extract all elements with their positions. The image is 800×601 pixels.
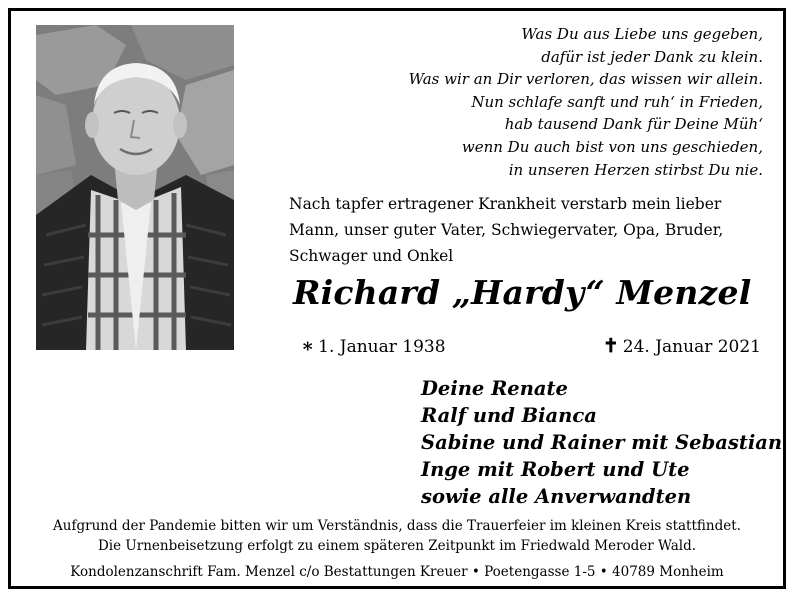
- mourner: Sabine und Rainer mit Sebastian: [421, 431, 783, 454]
- birth-star-icon: ∗: [301, 335, 315, 357]
- mourner: sowie alle Anverwandten: [421, 485, 692, 508]
- mourner: Ralf und Bianca: [421, 404, 597, 427]
- poem-line: hab tausend Dank für Deine Müh‘: [504, 115, 763, 134]
- poem-line: wenn Du auch bist von uns geschieden,: [461, 137, 763, 156]
- death-announcement: [289, 191, 749, 269]
- poem-line: in unseren Herzen stirbst Du nie.: [508, 160, 763, 179]
- birth-date: [301, 335, 446, 357]
- life-dates: [301, 335, 761, 363]
- portrait-photo: [36, 25, 234, 350]
- memorial-poem: [343, 23, 763, 181]
- mourners-list: [421, 375, 781, 510]
- mourner: Inge mit Robert und Ute: [421, 458, 690, 481]
- notice-line: Aufgrund der Pandemie bitten wir um Verständnis, dass die Trauerfeier im kleinen Kreis stattfindet.: [53, 518, 741, 534]
- funeral-notice: [21, 516, 773, 556]
- mourner: Deine Renate: [421, 377, 568, 400]
- poem-line: Was wir an Dir verloren, das wissen wir allein.: [408, 70, 763, 89]
- poem-line: Was Du aus Liebe uns gegeben,: [521, 25, 763, 43]
- poem-line: Nun schlafe sanft und ruh‘ in Frieden,: [471, 92, 763, 111]
- announcement-line: Nach tapfer ertragener Krankheit verstarb mein lieber: [289, 195, 722, 213]
- announcement-line: Mann, unser guter Vater, Schwiegervater, Opa, Bruder,: [289, 221, 724, 239]
- obituary-card: [8, 8, 786, 589]
- death-date: [603, 335, 761, 357]
- birth-date-text: 1. Januar 1938: [318, 337, 446, 357]
- cross-icon: ✝: [602, 335, 619, 357]
- death-date-text: 24. Januar 2021: [622, 337, 761, 357]
- condolence-address: Kondolenzanschrift Fam. Menzel c/o Bestattungen Kreuer • Poetengasse 1-5 • 40789 Monheim: [70, 564, 724, 580]
- notice-line: Die Urnenbeisetzung erfolgt zu einem späteren Zeitpunkt im Friedwald Meroder Wald.: [97, 538, 697, 554]
- poem-line: dafür ist jeder Dank zu klein.: [541, 47, 763, 66]
- announcement-line: Schwager und Onkel: [289, 247, 454, 265]
- deceased-name: Richard „Hardy“ Menzel: [293, 273, 752, 312]
